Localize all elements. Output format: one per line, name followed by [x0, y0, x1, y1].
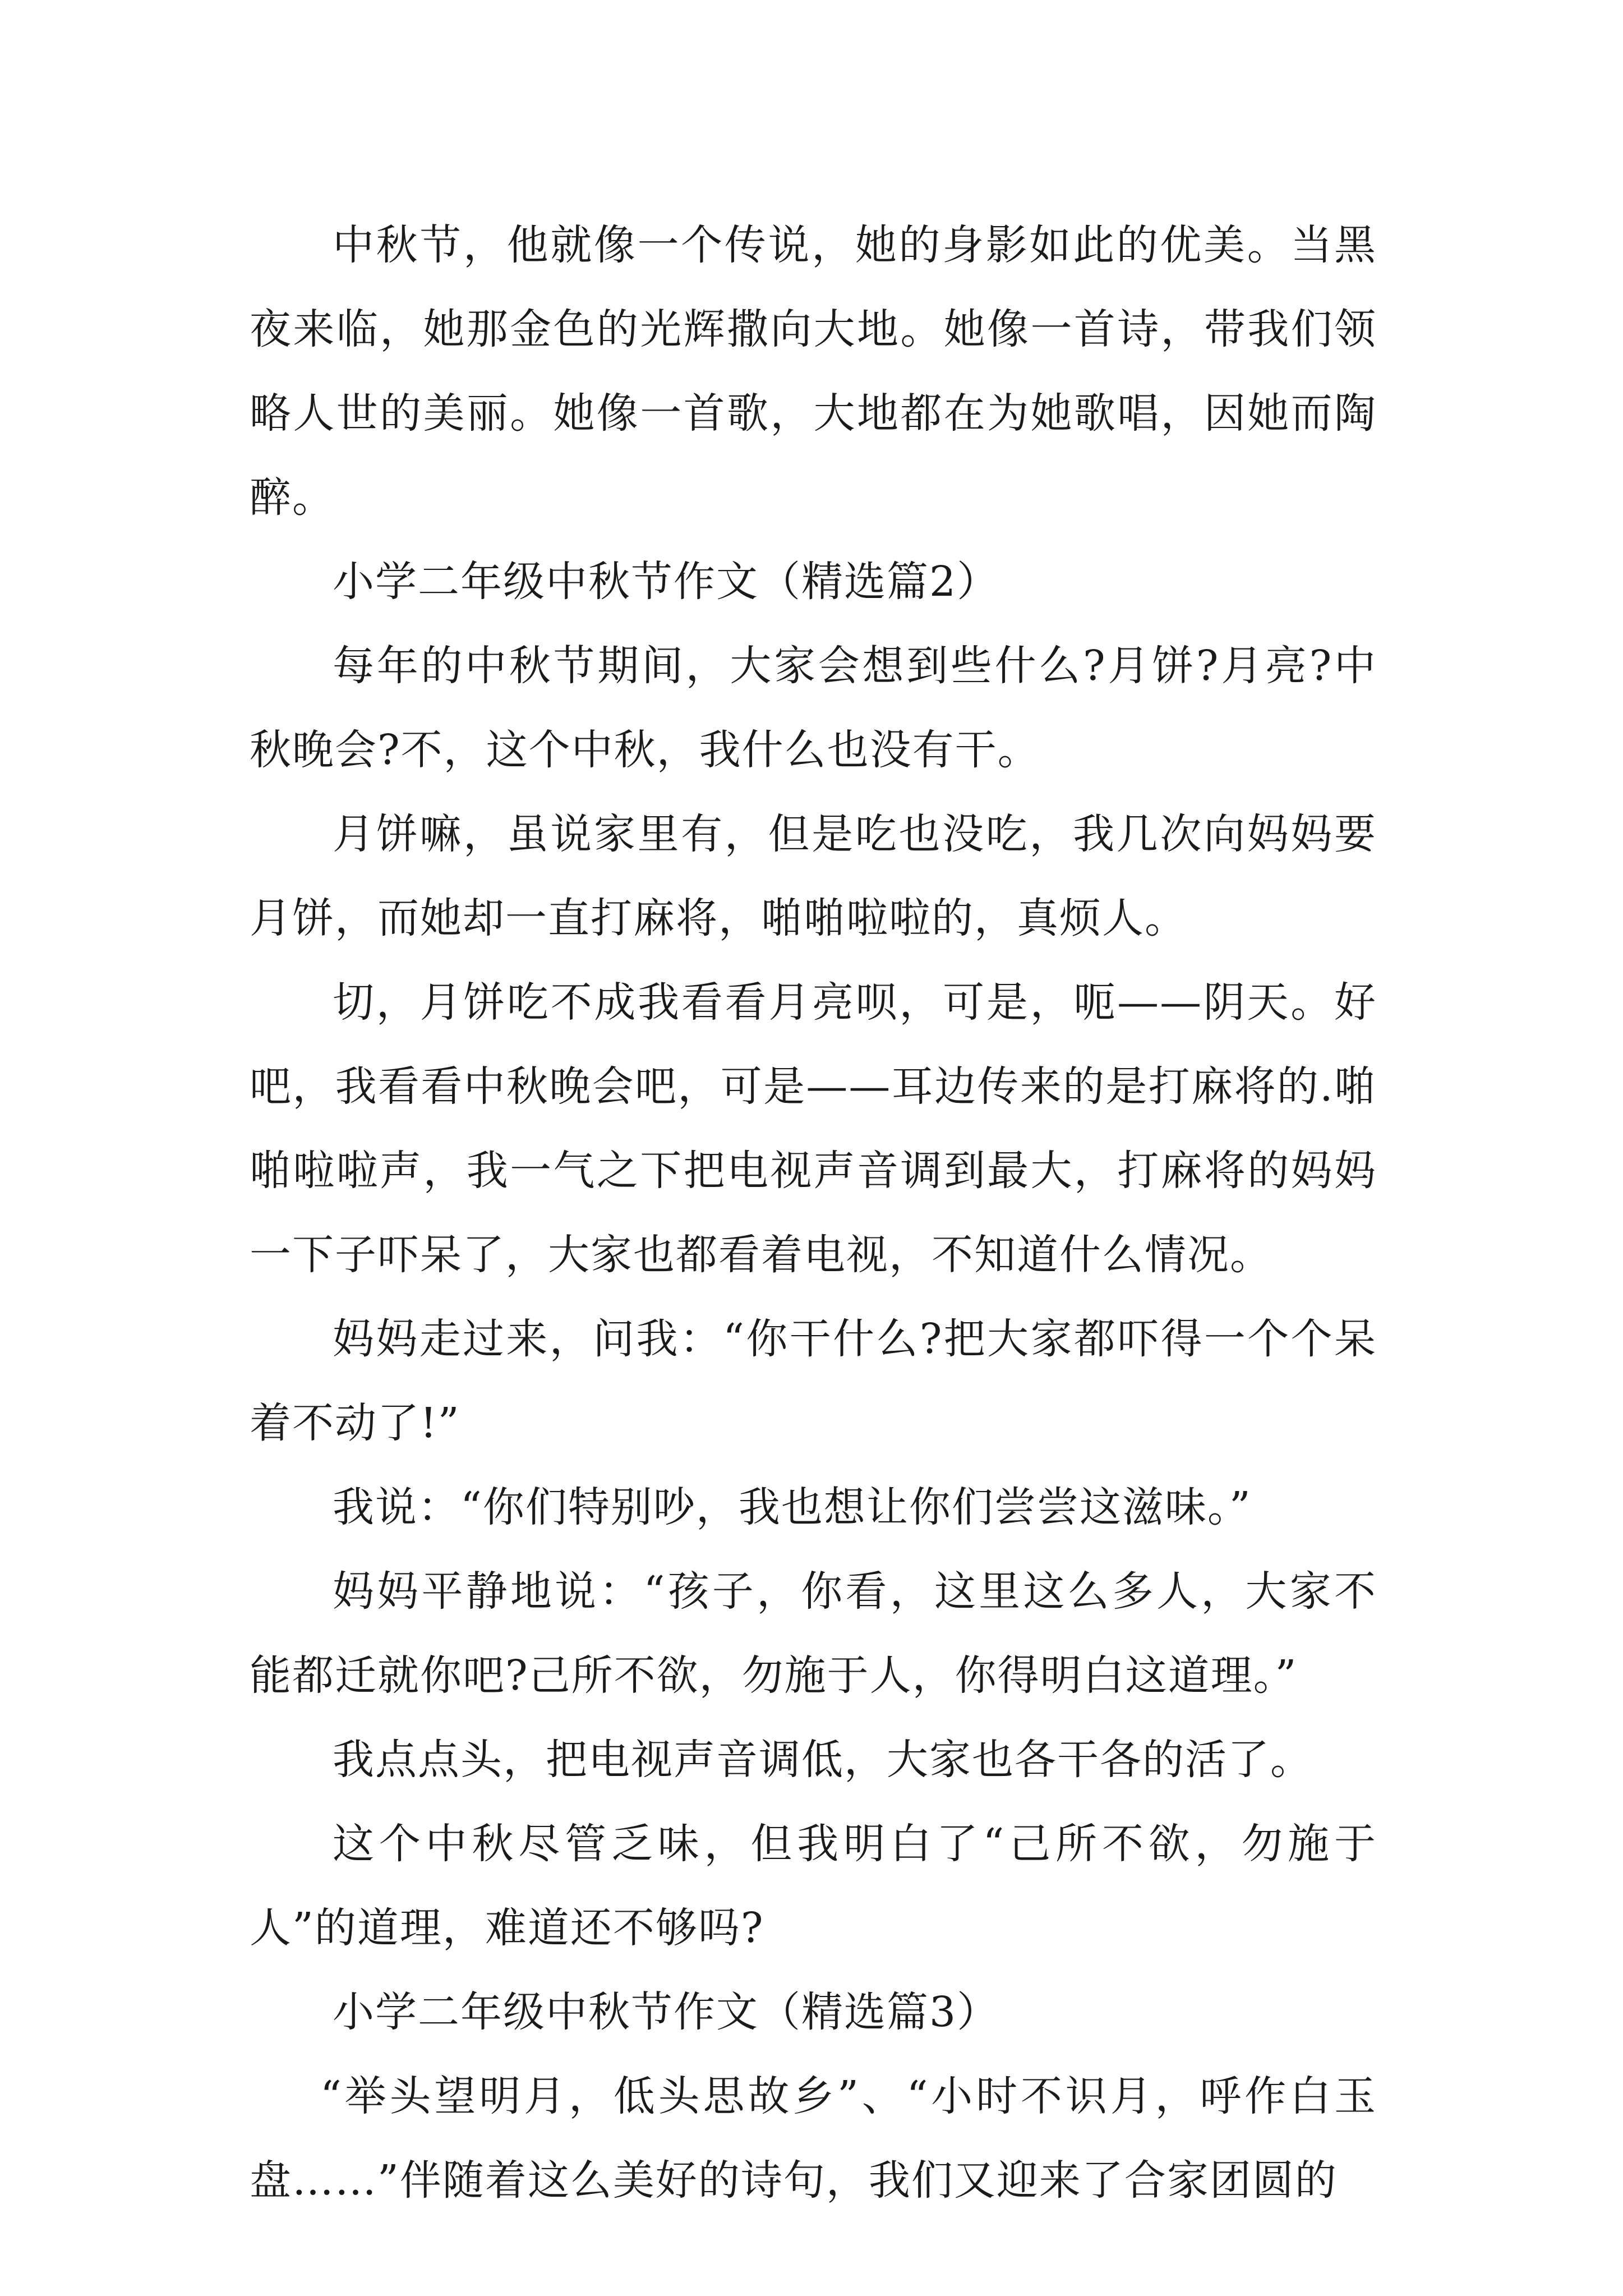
paragraph: 这个中秋尽管乏味，但我明白了“己所不欲，勿施于人”的道理，难道还不够吗?: [250, 1820, 1377, 1952]
paragraph: 我点点头，把电视声音调低，大家也各干各的活了。: [333, 1736, 1313, 1784]
section-heading: 小学二年级中秋节作文（精选篇2）: [333, 558, 1000, 606]
paragraph: “举头望明月，低头思故乡”、“小时不识月，呼作白玉盘……”伴随着这么美好的诗句，我们又迎来了合家团圆的: [250, 2072, 1377, 2205]
section-heading: 小学二年级中秋节作文（精选篇3）: [333, 1988, 1000, 2036]
paragraph: 妈妈走过来，问我：“你干什么?把大家都吓得一个个呆着不动了!”: [250, 1315, 1377, 1447]
paragraph: 月饼嘛，虽说家里有，但是吃也没吃，我几次向妈妈要月饼，而她却一直打麻将，啪啪啦啦的，真烦人。: [250, 810, 1377, 942]
paragraph: 妈妈平静地说：“孩子，你看，这里这么多人，大家不能都迁就你吧?己所不欲，勿施于人，你得明白这道理。”: [250, 1567, 1377, 1700]
paragraph: 切，月饼吃不成我看看月亮呗，可是，呃——阴天。好吧，我看看中秋晚会吧，可是——耳边传来的是打麻将的.啪啪啦啦声，我一气之下把电视声音调到最大，打麻将的妈妈一下子吓呆了，大家也都看着电视，不知道什么情况。: [250, 978, 1377, 1279]
paragraph: 我说：“你们特别吵，我也想让你们尝尝这滋味。”: [333, 1483, 1252, 1531]
article-body: [250, 203, 1377, 2223]
paragraph: 中秋节，他就像一个传说，她的身影如此的优美。当黑夜来临，她那金色的光辉撒向大地。她像一首诗，带我们领略人世的美丽。她像一首歌，大地都在为她歌唱，因她而陶醉。: [250, 221, 1377, 522]
paragraph: 每年的中秋节期间，大家会想到些什么?月饼?月亮?中秋晚会?不，这个中秋，我什么也没有干。: [250, 642, 1377, 774]
